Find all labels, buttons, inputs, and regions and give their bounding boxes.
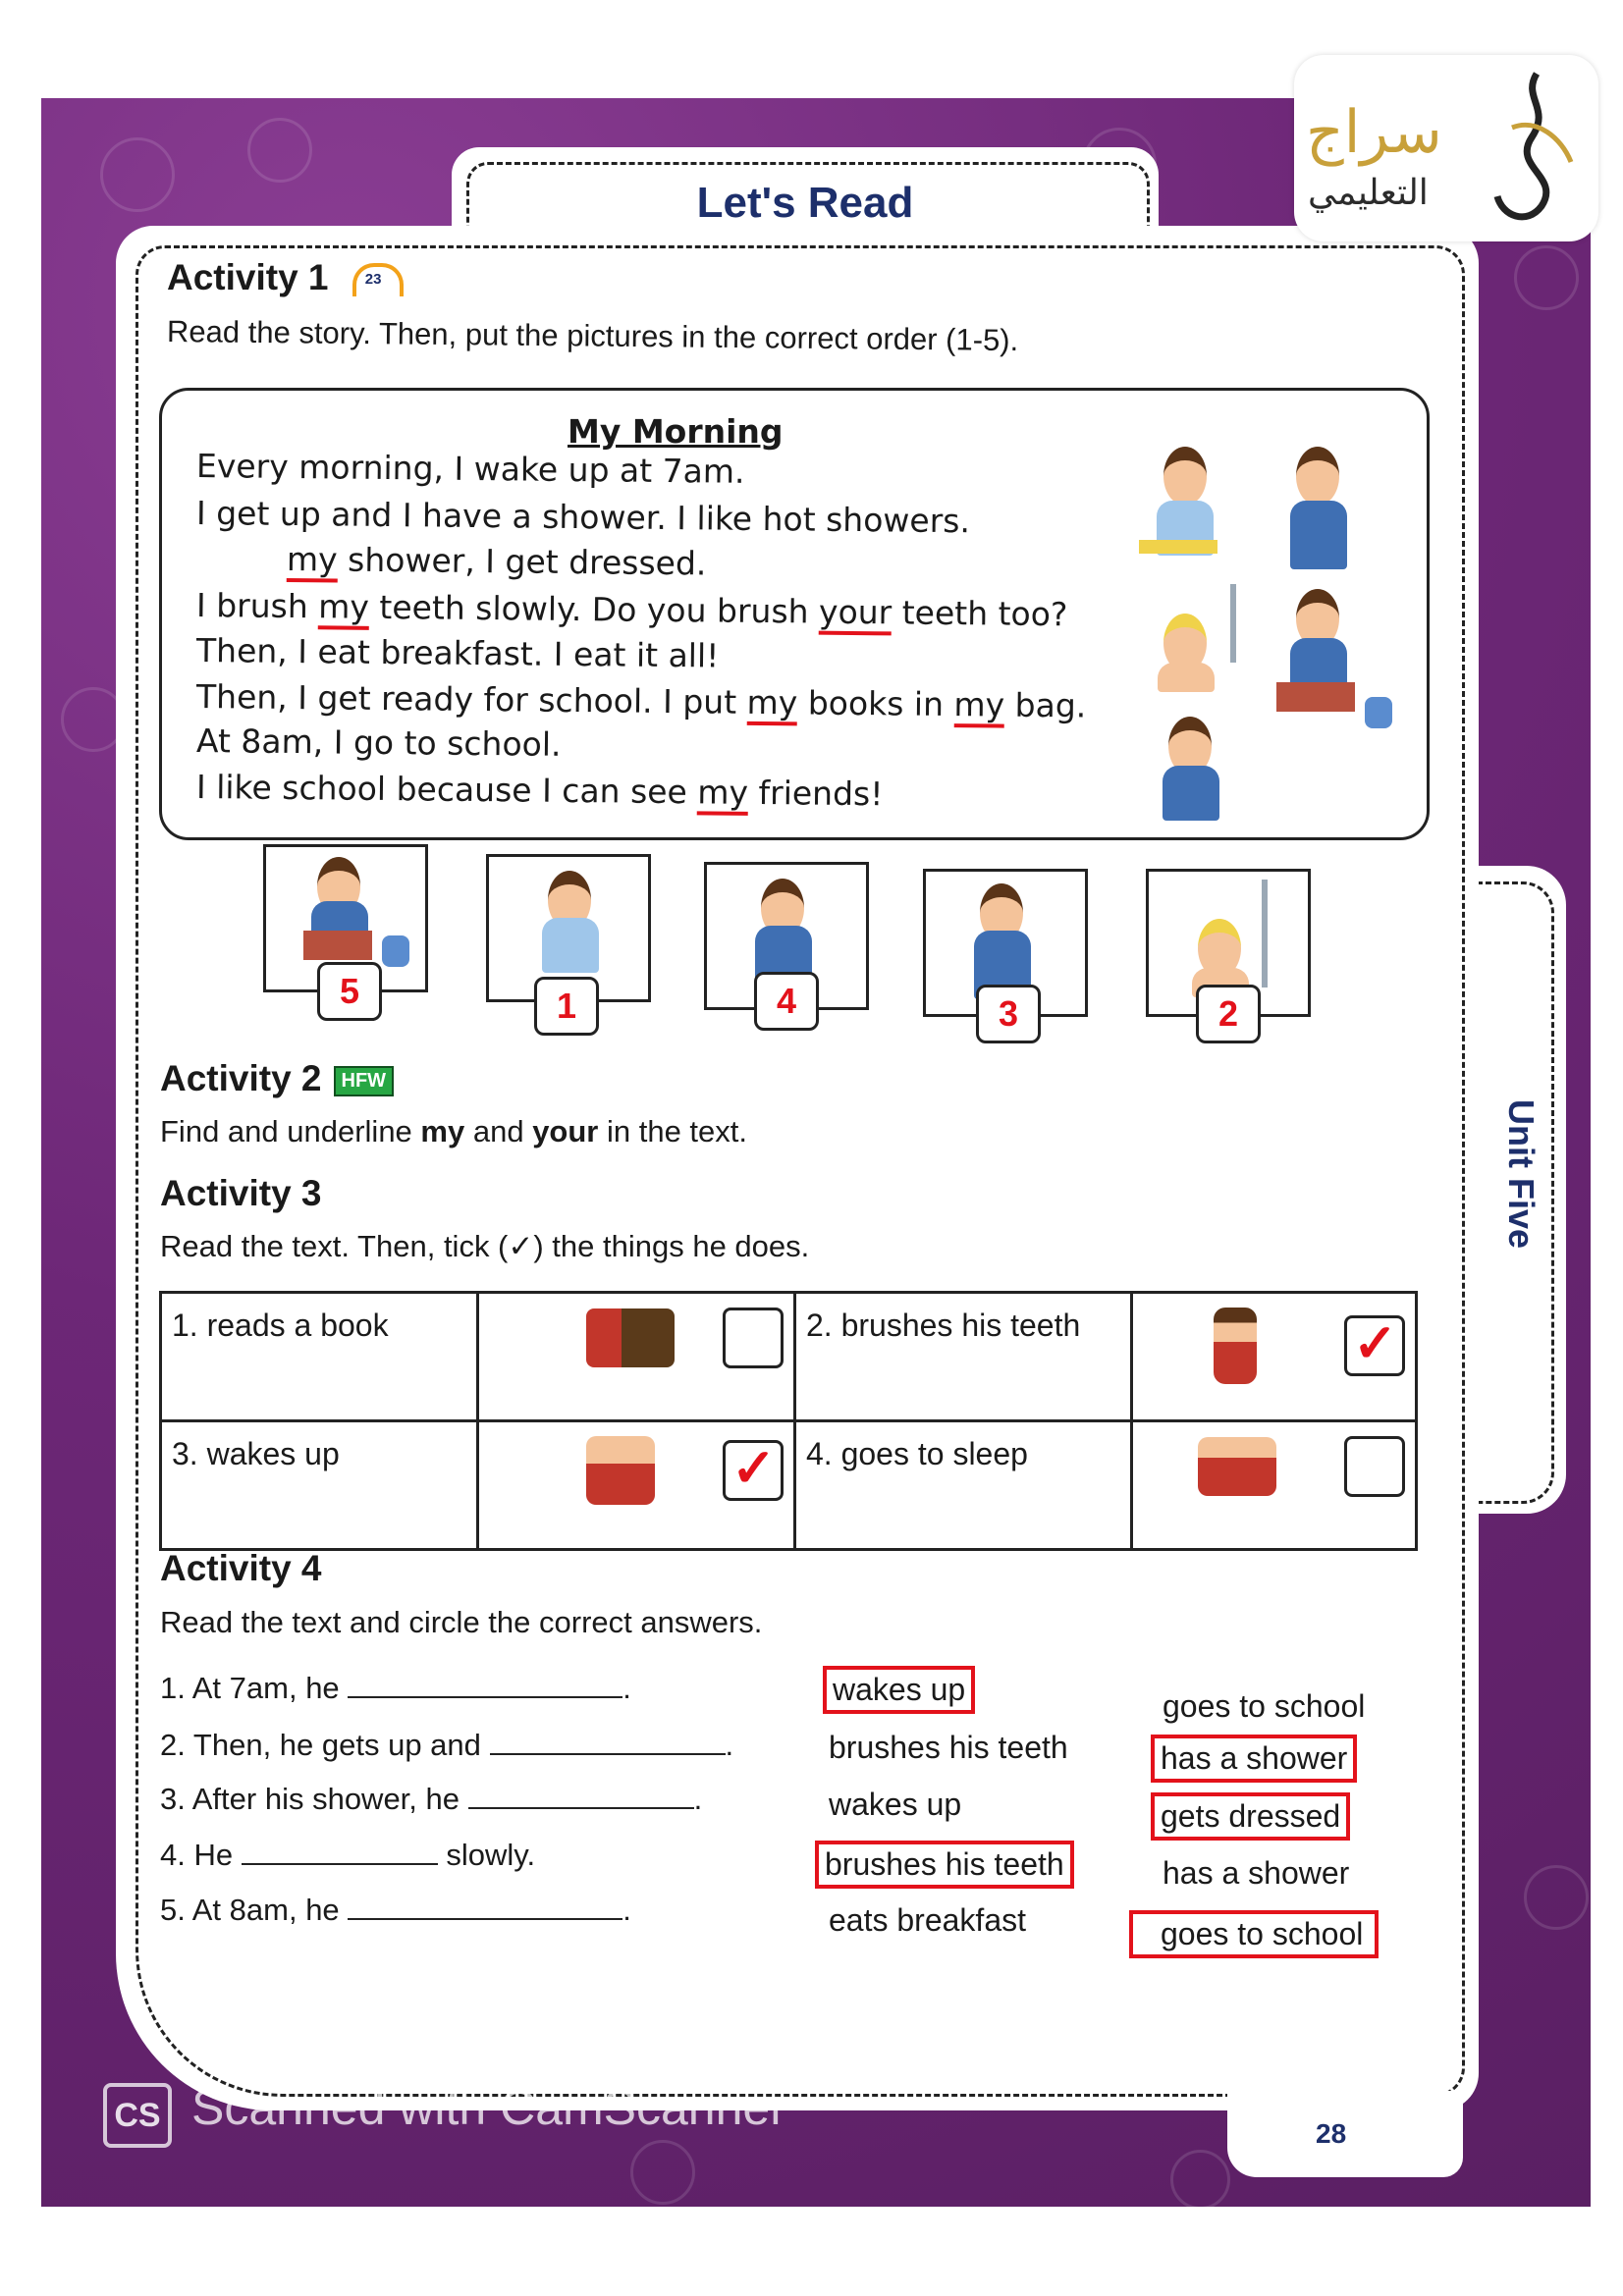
answer-option[interactable]: gets dressed bbox=[1151, 1792, 1350, 1841]
answer-option[interactable]: brushes his teeth bbox=[829, 1730, 1068, 1765]
question-text: 1. At 7am, he bbox=[160, 1671, 340, 1705]
order-number: 2 bbox=[1196, 985, 1261, 1043]
answer-option[interactable]: brushes his teeth bbox=[815, 1841, 1074, 1889]
story-line: I get up and I have a shower. I like hot showers. bbox=[195, 494, 971, 541]
activity-2-label: Activity 2 bbox=[160, 1058, 322, 1098]
story-line: Every morning, I wake up at 7am. bbox=[195, 447, 745, 491]
item-picture-cell bbox=[478, 1293, 795, 1421]
story-line bbox=[287, 540, 707, 582]
question-text: . bbox=[725, 1728, 734, 1762]
activity-3-instruction: Read the text. Then, tick (✓) the things he does. bbox=[160, 1229, 810, 1263]
waking-boy-icon bbox=[586, 1436, 655, 1505]
instruction-bold-word: your bbox=[532, 1114, 599, 1148]
audio-track-number: 23 bbox=[364, 271, 382, 289]
table-row bbox=[161, 1421, 1417, 1550]
underlined-word: my bbox=[697, 773, 748, 816]
answer-blank[interactable] bbox=[242, 1863, 438, 1865]
camscanner-logo: CS bbox=[103, 2083, 172, 2148]
activity-4-title: Activity 4 bbox=[160, 1548, 322, 1588]
brand-subtitle: التعليمي bbox=[1308, 173, 1429, 213]
item-picture-cell bbox=[1132, 1293, 1417, 1421]
tick-checkbox[interactable] bbox=[723, 1440, 784, 1501]
underlined-word: my bbox=[318, 587, 369, 630]
story-line bbox=[196, 768, 884, 813]
question-text: 3. After his shower, he bbox=[160, 1782, 460, 1816]
story-line: At 8am, I go to school. bbox=[195, 721, 562, 764]
order-number: 4 bbox=[754, 972, 819, 1031]
answer-option[interactable]: goes to school bbox=[1129, 1910, 1379, 1958]
story-text: shower, I get dressed. bbox=[337, 540, 707, 583]
instruction-bold-word: my bbox=[420, 1114, 465, 1148]
answer-option[interactable]: wakes up bbox=[823, 1666, 975, 1714]
story-line bbox=[196, 586, 1068, 633]
reading-boy-icon bbox=[586, 1308, 675, 1367]
activity-3-title: Activity 3 bbox=[160, 1173, 322, 1213]
sleeping-boy-icon bbox=[1198, 1437, 1276, 1496]
tick-checkbox[interactable] bbox=[723, 1308, 784, 1368]
story-text: bag. bbox=[1003, 685, 1087, 725]
question bbox=[160, 1728, 733, 1763]
activity-2-instruction bbox=[160, 1114, 747, 1149]
audio-track-icon bbox=[352, 263, 404, 296]
story-text: friends! bbox=[747, 773, 884, 814]
activity-2-title bbox=[160, 1058, 394, 1099]
instruction-text: and bbox=[464, 1114, 533, 1148]
answer-option[interactable]: goes to school bbox=[1163, 1688, 1366, 1724]
item-picture-cell bbox=[1132, 1421, 1417, 1550]
order-number: 1 bbox=[534, 977, 599, 1036]
order-number: 3 bbox=[976, 985, 1041, 1043]
answer-option[interactable]: eats breakfast bbox=[829, 1902, 1026, 1938]
question-text: . bbox=[622, 1671, 631, 1705]
story-text: I like school because I can see bbox=[195, 768, 698, 812]
tick-mark: ✓ bbox=[731, 1439, 777, 1498]
story-text: books in bbox=[797, 683, 954, 724]
question bbox=[160, 1671, 631, 1706]
activity-1-title bbox=[167, 257, 404, 298]
question bbox=[160, 1838, 535, 1873]
brand-calligraphy-icon bbox=[1483, 69, 1581, 226]
question-text: . bbox=[693, 1782, 703, 1816]
instruction-text: in the text. bbox=[598, 1114, 748, 1148]
item-label: 2. brushes his teeth bbox=[795, 1293, 1132, 1421]
table-row bbox=[161, 1293, 1417, 1421]
answer-blank[interactable] bbox=[348, 1696, 622, 1698]
question-text: . bbox=[622, 1893, 631, 1927]
question-text: 2. Then, he gets up and bbox=[160, 1728, 481, 1762]
activity-4-instruction: Read the text and circle the correct answers. bbox=[160, 1605, 763, 1639]
question-text: 4. He bbox=[160, 1838, 234, 1872]
underlined-word: my bbox=[953, 685, 1004, 728]
story-text: teeth slowly. Do you brush bbox=[368, 587, 820, 631]
story-text: Then, I get ready for school. I put bbox=[195, 677, 747, 721]
activity-1-instruction: Read the story. Then, put the pictures in the correct order (1-5). bbox=[166, 314, 1019, 358]
answer-blank[interactable] bbox=[348, 1918, 622, 1920]
underlined-word: my bbox=[287, 540, 338, 583]
story-line: Then, I eat breakfast. I eat it all! bbox=[195, 631, 720, 675]
story-text: teeth too? bbox=[892, 593, 1068, 634]
page-title: Let's Read bbox=[696, 179, 914, 227]
tick-table bbox=[159, 1291, 1418, 1551]
order-number: 5 bbox=[317, 962, 382, 1021]
underlined-word: my bbox=[746, 683, 797, 726]
tick-checkbox[interactable] bbox=[1344, 1436, 1405, 1497]
tick-mark: ✓ bbox=[1353, 1314, 1398, 1373]
tick-checkbox[interactable] bbox=[1344, 1315, 1405, 1376]
activity-1-label: Activity 1 bbox=[167, 257, 329, 297]
brushing-boy-icon bbox=[1214, 1308, 1257, 1384]
question-text: 5. At 8am, he bbox=[160, 1893, 340, 1927]
question bbox=[160, 1782, 702, 1817]
item-label: 1. reads a book bbox=[161, 1293, 478, 1421]
answer-option[interactable]: wakes up bbox=[829, 1787, 962, 1822]
item-label: 4. goes to sleep bbox=[795, 1421, 1132, 1550]
answer-blank[interactable] bbox=[490, 1753, 726, 1755]
hfw-badge: HFW bbox=[334, 1066, 395, 1096]
instruction-text: Find and underline bbox=[160, 1114, 421, 1148]
answer-option[interactable]: has a shower bbox=[1163, 1855, 1350, 1891]
question-text: slowly. bbox=[446, 1838, 536, 1872]
answer-option[interactable]: has a shower bbox=[1151, 1735, 1357, 1783]
brand-name: سراج bbox=[1306, 98, 1442, 167]
story-text: I brush bbox=[195, 586, 319, 626]
question bbox=[160, 1893, 631, 1928]
item-label: 3. wakes up bbox=[161, 1421, 478, 1550]
unit-label: Unit Five bbox=[1501, 1099, 1542, 1250]
item-picture-cell bbox=[478, 1421, 795, 1550]
answer-blank[interactable] bbox=[468, 1807, 694, 1809]
underlined-word: your bbox=[819, 593, 893, 636]
page-number: 28 bbox=[1316, 2118, 1347, 2149]
camscanner-text: Scanned with CamScanner bbox=[191, 2080, 786, 2135]
story-title: My Morning bbox=[568, 412, 784, 451]
